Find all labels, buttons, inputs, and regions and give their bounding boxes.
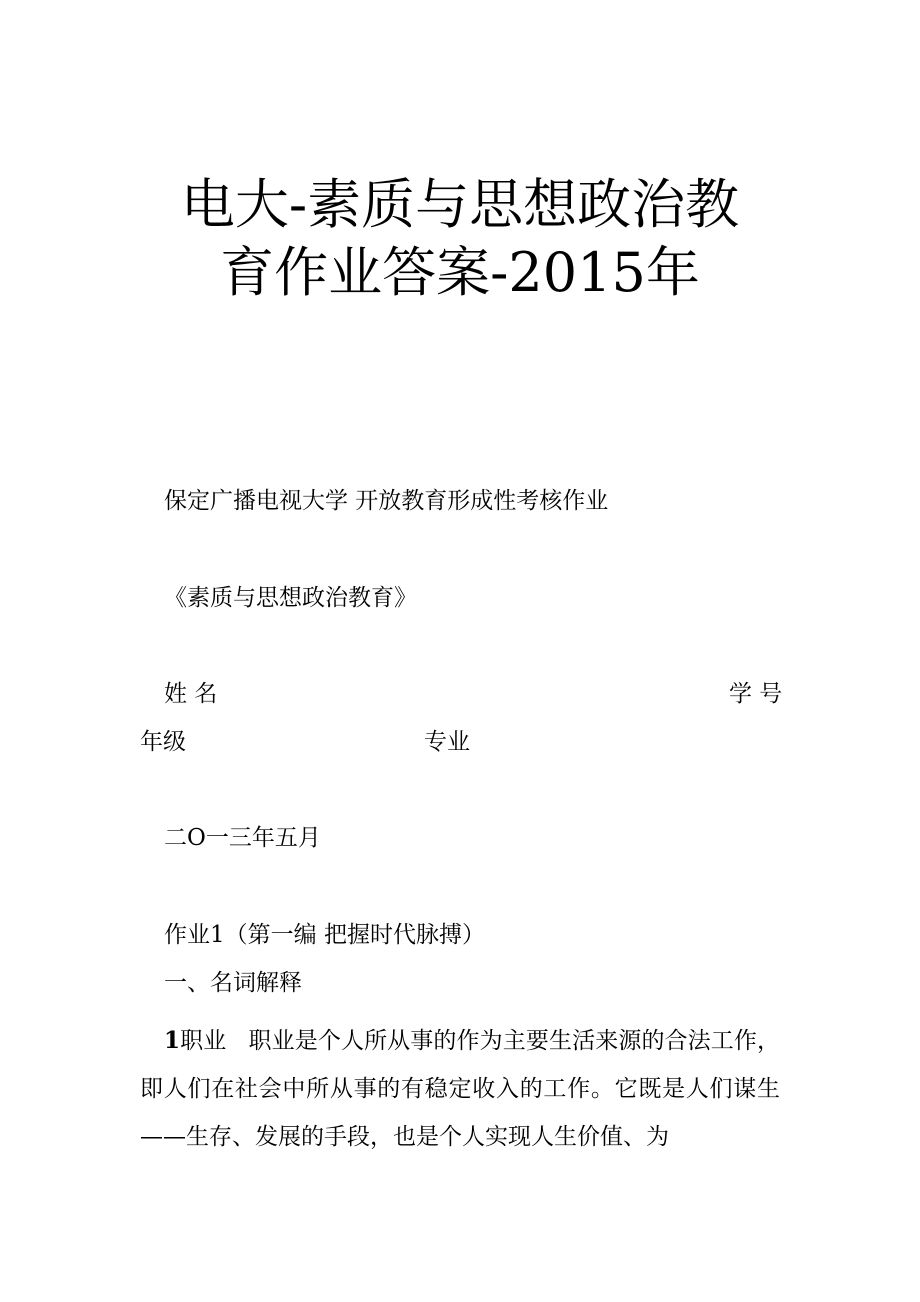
course-title: 《素质与思想政治教育》 <box>164 585 417 611</box>
student-id-label: 学 号 <box>729 681 783 707</box>
name-label: 姓 名 <box>164 681 218 707</box>
section-heading: 一、名词解释 <box>164 970 302 996</box>
definition-paragraph <box>140 1017 780 1161</box>
school-heading: 保定广播电视大学 开放教育形成性考核作业 <box>164 488 609 514</box>
major-label: 专业 <box>424 729 470 755</box>
term-definition: 职业是个人所从事的作为主要生活来源的合法工作，即人们在社会中所从事的有稳定收入的工作。它既是人们谋生——生存、发展的手段，也是个人实现人生价值、为 <box>140 1028 781 1150</box>
assignment-heading: 作业1（第一编 把握时代脉搏） <box>164 922 485 948</box>
term-label: 职业 <box>180 1028 227 1054</box>
document-title-line-1: 电大-素质与思想政治教 <box>180 173 740 236</box>
document-title-line-2: 育作业答案-2015年 <box>220 241 700 304</box>
term-number: 1 <box>164 1027 181 1054</box>
date-line: 二O一三年五月 <box>164 825 321 851</box>
grade-label: 年级 <box>140 729 186 755</box>
